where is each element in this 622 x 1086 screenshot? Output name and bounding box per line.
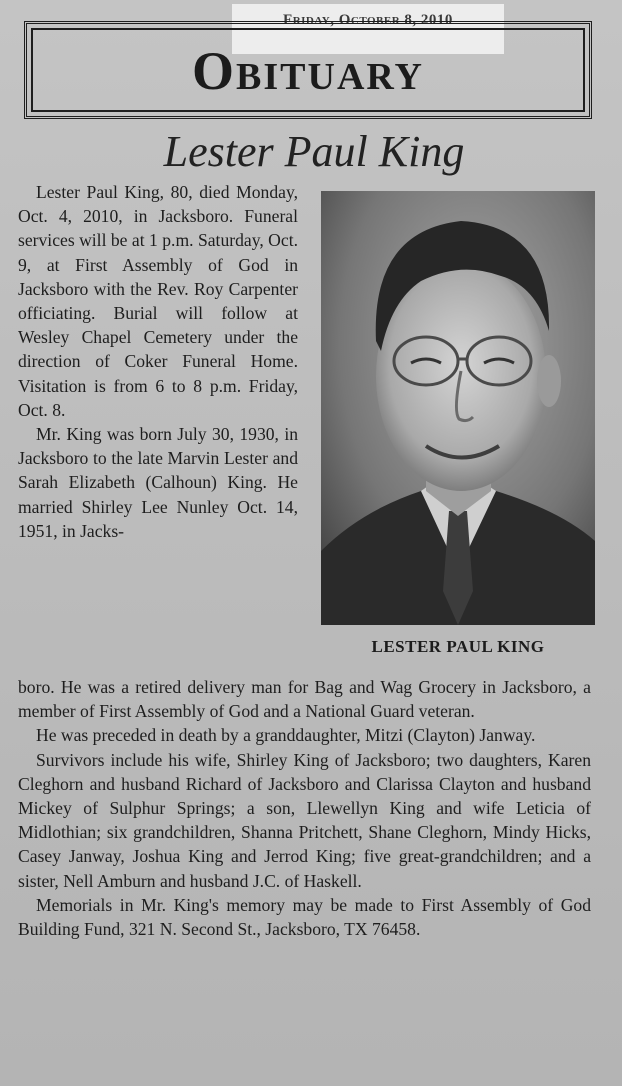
obituary-column-text [18, 180, 298, 543]
obituary-full-width-text [18, 675, 591, 941]
paragraph-biography: Mr. King was born July 30, 1930, in Jacksboro to the late Marvin Lester and Sarah Elizabeth (Calhoun) King. He married Shirley Lee Nunley Oct. 14, 1951, in Jacks- [18, 424, 298, 541]
paragraph-memorials: Memorials in Mr. King's memory may be made to First Assembly of God Building Fund, 321 N. Second St., Jacksboro, TX 76458. [18, 894, 591, 940]
portrait-photo [321, 191, 595, 625]
paragraph-biography-continued: boro. He was a retired delivery man for Bag and Wag Grocery in Jacksboro, a member of First Assembly of God and a National Guard veteran. [18, 677, 591, 722]
dateline: Friday, October 8, 2010 [283, 12, 453, 28]
photo-caption: LESTER PAUL KING [371, 637, 545, 656]
section-header-box [24, 21, 592, 119]
paragraph-preceded-in-death: He was preceded in death by a granddaughter, Mitzi (Clayton) Janway. [36, 725, 536, 746]
obituary-name-heading: Lester Paul King [163, 127, 465, 176]
paragraph-survivors: Survivors include his wife, Shirley King of Jacksboro; two daughters, Karen Cleghorn and husband Richard of Jacksboro and Clarissa Clayton and husband Mickey of Sulphur Springs; a son, Llewellyn King and wife Leticia of Midlothian; six grandchildren, Shanna Pritchett, Shane Cleghorn, Mindy Hicks, Casey Janway, Joshua King and Jerrod King; five great-grandchildren; and a sister, Nell Amburn and husband J.C. of Haskell. [18, 749, 591, 891]
portrait-photo-icon [321, 191, 595, 625]
section-title: Obituary [192, 41, 424, 101]
paragraph-death-notice: Lester Paul King, 80, died Monday, Oct. 4, 2010, in Jacksboro. Funeral services will be at 1 p.m. Saturday, Oct. 9, at First Assembly of God in Jacksboro with the Rev. Roy Carpenter officiating. Burial will follow at Wesley Chapel Cemetery under the direction of Coker Funeral Home. Visitation is from 6 to 8 p.m. Friday, Oct. 8. [18, 182, 298, 420]
